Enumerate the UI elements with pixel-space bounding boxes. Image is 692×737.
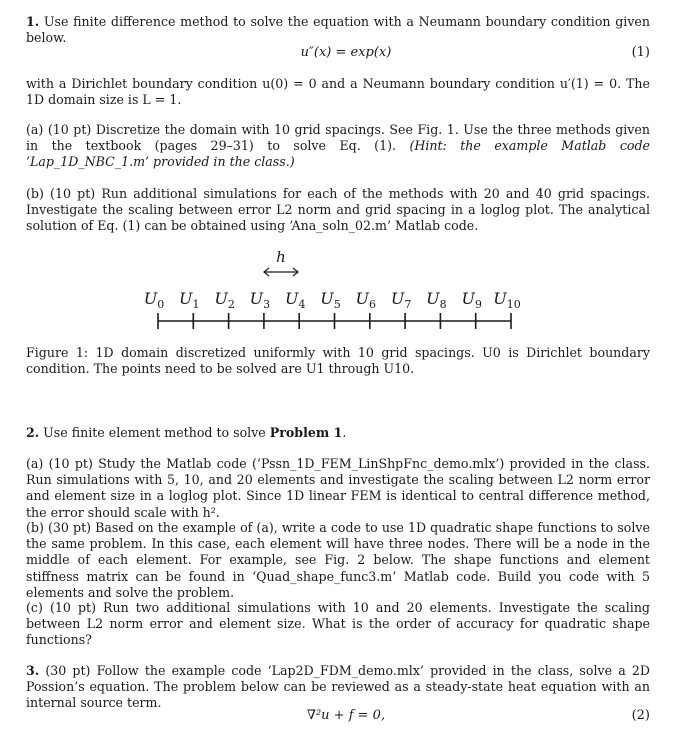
node-label-u0: $U_0$ bbox=[143, 289, 165, 311]
boundary-conditions-text: with a Dirichlet boundary condition u(0) = 0 and a Neumann boundary condition u′(1) = 0. The 1D domain size is L = 1. bbox=[26, 76, 650, 108]
problem-1-reference: Problem 1 bbox=[269, 425, 343, 440]
problem-1a-hint: (Hint: the example Matlab code ‘Lap_1D_NBC_1.m’ provided in the class.) bbox=[26, 138, 650, 170]
node-label-u2: $U_2$ bbox=[214, 289, 235, 311]
problem-2-intro-text: Use finite element method to solve bbox=[43, 425, 266, 440]
problem-1a-label: (a) (10 pt) bbox=[26, 122, 92, 137]
problem-3-number: 3. bbox=[26, 663, 40, 678]
problem-1b-label: (b) (10 pt) bbox=[26, 186, 96, 201]
problem-1b-text: Run additional simulations for each of the methods with 20 and 40 grid spacings. Investigate the scaling between error L2 norm and grid spacing in a loglog plot. The analytical solution of Eq. (1) can be obtained using ‘Ana_soln_02.m’ Matlab code. bbox=[26, 186, 650, 234]
node-label-u1: $U_1$ bbox=[179, 289, 200, 311]
node-label-u4: $U_4$ bbox=[284, 289, 306, 311]
grid-figure bbox=[0, 244, 692, 334]
problem-2a: (a) (10 pt) Study the Matlab code (‘Pssn_1D_FEM_LinShpFnc_demo.mlx’) provided in the class. Run simulations with 5, 10, and 20 elements and investigate the scaling between L2 norm error and element size in a loglog plot. Since 1D linear FEM is identical to central difference method, the error should scale with h². bbox=[26, 456, 650, 520]
node-label-u5: $U_5$ bbox=[320, 289, 341, 311]
figure-1-caption: Figure 1: 1D domain discretized uniformly with 10 grid spacings. U0 is Dirichlet boundary condition. The points need to be solved are U1 through U10. bbox=[26, 345, 650, 377]
problem-2-intro-end: . bbox=[342, 425, 347, 440]
equation-1: u″(x) = exp(x) bbox=[300, 45, 392, 60]
problem-1-number: 1. bbox=[26, 14, 40, 29]
node-label-u8: $U_8$ bbox=[426, 289, 447, 311]
node-label-u9: $U_9$ bbox=[461, 289, 482, 311]
problem-2b: (b) (30 pt) Based on the example of (a), write a code to use 1D quadratic shape functions to solve the same problem. In this case, each element will have three nodes. There will be a node in the middle of each element. For example, see Fig. 2 below. The shape functions and element stiffness matrix can be found in ‘Quad_shape_func3.m’ Matlab code. Build you code with 5 elements and solve the problem. bbox=[26, 520, 650, 600]
h-double-arrow bbox=[264, 268, 298, 276]
problem-3-text: (30 pt) Follow the example code ‘Lap2D_FDM_demo.mlx’ provided in the class, solve a 2D Possion’s equation. The problem below can be reviewed as a steady-state heat equation with an internal source term. bbox=[26, 663, 650, 711]
equation-2-number: (2) bbox=[631, 708, 650, 723]
problem-2-intro bbox=[26, 425, 650, 441]
equation-2: ∇²u + f = 0, bbox=[306, 708, 386, 723]
node-label-u6: $U_6$ bbox=[355, 289, 377, 311]
problem-1-intro bbox=[26, 14, 650, 46]
problem-1a-text: Discretize the domain with 10 grid spacings. See Fig. 1. Use the three methods given in the textbook (pages 29–31) to solve Eq. (1). bbox=[26, 122, 650, 154]
node-labels bbox=[144, 289, 521, 311]
problem-3 bbox=[26, 663, 650, 712]
node-label-u10: $U_{10}$ bbox=[493, 289, 521, 311]
node-label-u7: $U_7$ bbox=[390, 289, 412, 311]
h-label: h bbox=[276, 248, 286, 266]
equation-1-number: (1) bbox=[631, 45, 650, 60]
problem-1b bbox=[26, 186, 650, 235]
problem-1a bbox=[26, 122, 650, 171]
problem-2c: (c) (10 pt) Run two additional simulations with 10 and 20 elements. Investigate the scaling between L2 norm error and element size. What is the order of accuracy for quadratic shape functions? bbox=[26, 600, 650, 648]
problem-1-intro-text: Use finite difference method to solve the equation with a Neumann boundary condition given below. bbox=[26, 14, 650, 46]
node-label-u3: $U_3$ bbox=[249, 289, 271, 311]
problem-2-number: 2. bbox=[26, 425, 40, 440]
